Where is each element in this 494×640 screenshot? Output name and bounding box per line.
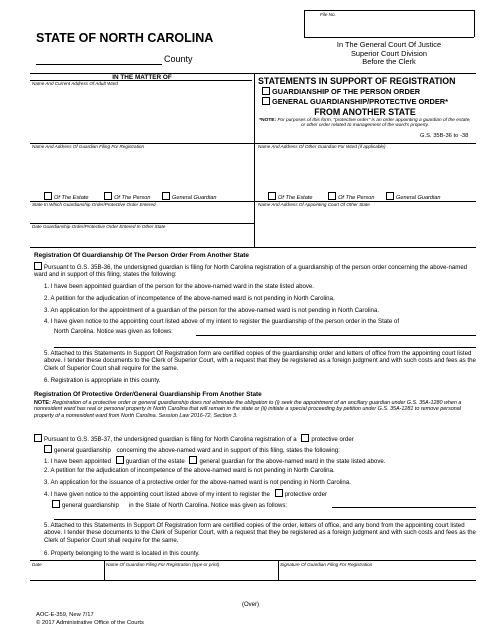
section2-notice-line-2[interactable] [54, 519, 476, 520]
section1-notice-line-1[interactable] [196, 335, 476, 336]
guardian-name-label: Name Of Guardian Filing For Registration (type or print) [106, 562, 220, 567]
section2-estate-label: guardian of the estate [125, 458, 185, 465]
section2-general-guardianship-checkbox[interactable] [44, 445, 52, 453]
section2-general-guardian-label: general guardian [199, 458, 246, 465]
section2-item4-protective-checkbox[interactable] [275, 489, 283, 497]
section2-item-1 [44, 456, 476, 465]
filing-general-label: General Guardian [172, 195, 217, 201]
date-entered-label: Date Guardianship Order/Protective Order Entered In Other State [32, 224, 166, 229]
adult-ward-field[interactable] [30, 86, 252, 143]
file-no-right-border [474, 10, 475, 37]
option-guardianship-person-label: GUARDIANSHIP OF THE PERSON ORDER [272, 87, 421, 96]
copyright: © 2017 Administrative Office of the Courts [36, 620, 144, 626]
over-label: (Over) [242, 602, 259, 608]
date-entered-field[interactable] [30, 229, 252, 246]
option-guardianship-person-checkbox[interactable] [262, 87, 270, 95]
section2-note [34, 400, 476, 419]
section2-item-4-line2 [52, 500, 287, 509]
section1-intro-text: Pursuant to G.S. 35B-36, the undersigned guardian is filing for North Carolina registration of a guardianship of the person order concerning the above-named ward and in support of this filing, states the following: [34, 264, 468, 279]
from-another-state: FROM ANOTHER STATE [314, 107, 416, 117]
other-guardian-field[interactable] [256, 150, 476, 190]
statement-options [262, 87, 448, 106]
section1-item-3: 3. An application for the appointment of a guardian of the person for the above-named ward is not pending in North Carolina. [44, 307, 380, 314]
section1-checkbox[interactable] [34, 262, 42, 270]
other-general-checkbox[interactable] [386, 192, 394, 200]
section1-item-6: 6. Registration is appropriate in this county. [44, 377, 161, 384]
section2-intro-a: Pursuant to G.S. 35B-37, the undersigned guardian is filing for North Carolina registration of a [44, 436, 297, 443]
file-no-line [304, 10, 474, 11]
statement-note [258, 118, 472, 129]
section1-heading: Registration Of Guardianship Of The Person Order From Another State [34, 252, 249, 259]
section2-protective-order-checkbox[interactable] [301, 434, 309, 442]
filing-estate-checkbox[interactable] [44, 192, 52, 200]
option-general-guardianship-checkbox[interactable] [262, 97, 270, 105]
section2-intro-b: concerning the above-named ward and in support of this filing, states the following: [116, 446, 340, 454]
filing-person-checkbox[interactable] [104, 192, 112, 200]
filing-person-label: Of The Person [114, 195, 151, 201]
matter-title: IN THE MATTER OF [112, 73, 172, 81]
court-line-1: In The General Court Of Justice [336, 40, 442, 49]
statement-title: STATEMENTS IN SUPPORT OF REGISTRATION [258, 76, 456, 86]
option-general-guardianship-label: GENERAL GUARDIANSHIP/PROTECTIVE ORDER* [272, 96, 449, 106]
file-no-bottom-line [304, 37, 474, 38]
section2-item4-general-checkbox[interactable] [52, 500, 60, 508]
other-estate-checkbox[interactable] [268, 192, 276, 200]
section2-item-6: 6. Property belonging to the ward is located in this county. [44, 550, 200, 557]
section2-protective-order-label: protective order [311, 436, 354, 443]
grid-center-divider [254, 73, 255, 247]
section2-item-3: 3. An application for the issuance of a protective order for the above-named ward is not pending in North Carolina. [44, 479, 351, 486]
section1-item-4a: 4. I have given notice to the appointing court listed above of my intent to register the guardianship of the person order in the State of [44, 318, 400, 325]
other-person-label: Of The Person [338, 195, 375, 201]
county-label: County [164, 54, 193, 64]
other-general-label: General Guardian [396, 195, 441, 201]
date-field[interactable] [30, 567, 104, 580]
section2-item-4 [44, 489, 476, 498]
section2-estate-checkbox[interactable] [116, 456, 124, 464]
section2-item4-general-label: general guardianship [62, 502, 119, 509]
guardian-signature-label: Signature Of Guardian Filing For Registration [280, 562, 373, 567]
section2-item-1-b: for the above-named ward in the state listed above. [246, 458, 386, 465]
section2-note-label: NOTE: [34, 400, 51, 406]
file-no-label: File No. [320, 12, 336, 17]
court-line-3: Before the Clerk [362, 57, 416, 67]
guardian-filing-label: Name And Address Of Guardian Filing For Registration [32, 144, 144, 149]
appointing-court-label: Name And Address Of Appointing Court Of Other State [258, 202, 370, 207]
file-no-field[interactable] [304, 16, 474, 36]
filing-estate-label: Of The Estate [54, 195, 89, 201]
section2-notice-line-1[interactable] [332, 507, 476, 508]
court-line-2: Superior Court Division [351, 48, 427, 58]
other-person-checkbox[interactable] [328, 192, 336, 200]
section2-general-guardianship-label: general guardianship [54, 446, 111, 454]
guardian-signature-field[interactable] [278, 567, 476, 580]
state-entered-field[interactable] [30, 207, 252, 222]
grid-bottom-line [30, 247, 476, 248]
guardian-name-field[interactable] [104, 567, 278, 580]
section2-item-5: 5. Attached to this Statements In Support Of Registration form are certified copies of the order, letters of office, and any bond from the appointing court listed above. I tender these documents to the Clerk of Superior Court, with a request that they be registered as a foreign judgment and with such costs and fees as the Clerk of Superior Court shall require for the same. [44, 522, 476, 544]
section1-intro [34, 262, 476, 279]
signature-top-line [30, 560, 476, 561]
statement-note-text: For purposes of this form, "protective order" is an order appointing a guardian of the estate, or other order related to management of the ward's property. [277, 118, 471, 129]
other-guardian-label: Name And Address Of Other Guardian For Ward (if applicable) [258, 144, 386, 149]
section1-item-4b: North Carolina. Notice was given as follows: [54, 328, 173, 335]
signature-bottom-line [30, 580, 476, 581]
section2-item-4-b: in the State of North Carolina. Notice was given as follows: [128, 502, 288, 509]
statute-reference: G.S. 35B-36 to -38 [420, 132, 469, 139]
section1-item-5: 5. Attached to this Statements In Support Of Registration form are certified copies of the guardianship order and letters of office from the appointing court listed above. I tender these documents to the Clerk of Superior Court, with a request that they be registered as a foreign judgment and with such costs and fees as the Clerk of Superior Court shall require for the same. [44, 350, 476, 372]
section2-item4-protective-label: protective order [284, 491, 327, 498]
guardian-filing-field[interactable] [30, 150, 252, 190]
section2-note-text: Registration of a protective order or general guardianship does not eliminate the obligation to (i) seek the appointment of an ancillary guardian under G.S. 35A-1280 when a nonresident ward has real or personal property in North Carolina that will remain in the state or (ii) initiate a special proceeding by petition under G.S. 35A-1281 to remove personal property of a nonresident ward from North Carolina. Session Law 2016-72, Section 3. [34, 400, 462, 419]
section2-heading: Registration Of Protective Order/General Guardianship From Another State [34, 391, 262, 398]
section1-notice-line-2[interactable] [54, 347, 476, 348]
state-entered-label: State In Which Guardianship Order/Protective Order Entered [32, 202, 156, 207]
county-line[interactable] [36, 64, 162, 65]
statement-note-label: *NOTE: [259, 118, 277, 123]
filing-general-checkbox[interactable] [162, 192, 170, 200]
other-estate-label: Of The Estate [278, 195, 313, 201]
section2-general-guardian-checkbox[interactable] [189, 456, 197, 464]
section2-item-4-a: 4. I have given notice to the appointing court listed above of my intent to register the [44, 491, 270, 498]
section1-item-2: 2. A petition for the adjudication of incompetence of the above-named ward is not pending in North Carolina. [44, 295, 335, 302]
form-number: AOC-E-359, New 7/17 [36, 612, 94, 618]
date-label: Date [32, 562, 42, 567]
section2-intro [34, 434, 476, 455]
section2-item-2: 2. A petition for the adjudication of incompetence of the above-named ward is not pending in North Carolina. [44, 467, 335, 474]
adult-ward-label: Name And Current Address Of Adult Ward [32, 81, 118, 86]
section2-checkbox[interactable] [34, 434, 42, 442]
court-heading [304, 41, 474, 67]
section1-item-1: 1. I have been appointed guardian of the person for the above-named ward in the state listed above. [44, 283, 315, 290]
section2-item-1-a: 1. I have been appointed [44, 458, 112, 465]
appointing-court-field[interactable] [256, 207, 476, 247]
state-title: STATE OF NORTH CAROLINA [36, 31, 214, 45]
